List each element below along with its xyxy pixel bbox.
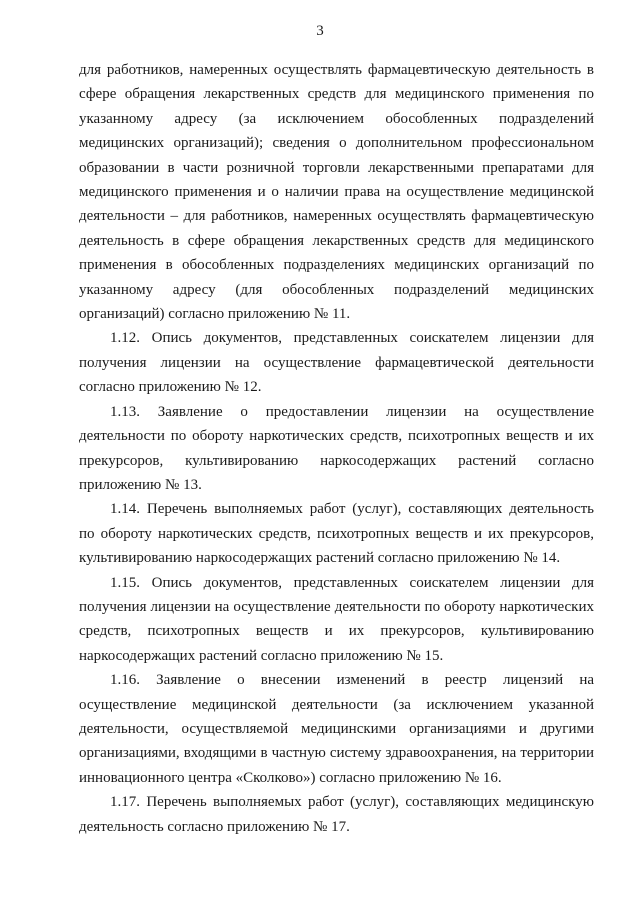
paragraph-item-1-14: 1.14. Перечень выполняемых работ (услуг), составляющих деятельность по обороту наркотических средств, психотропных веществ и их прекурсоров, культивированию наркосодержащих растений согласно приложению № 14. <box>79 501 594 567</box>
paragraph-item-1-13: 1.13. Заявление о предоставлении лицензии на осуществление деятельности по обороту наркотических средств, психотропных веществ и их прекурсоров, культивированию наркосодержащих растений согласно приложению № 13. <box>79 403 594 493</box>
document-body <box>79 58 594 839</box>
page-number: 3 <box>316 23 324 39</box>
paragraph-continuation: для работников, намеренных осуществлять фармацевтическую деятельность в сфере обращения лекарственных средств для медицинского применения по указанному адресу (за исключением обособленных подразделений медицинских организаций); сведения о дополнительном профессиональном образовании в части розничной торговли лекарственными препаратами для медицинского применения и о наличии права на осуществление медицинской деятельности – для работников, намеренных осуществлять фармацевтическую деятельность в сфере обращения лекарственных средств для медицинского применения в обособленных подразделениях медицинских организаций по указанному адресу (для обособленных подразделений медицинских организаций) согласно приложению № 11. <box>79 62 594 323</box>
paragraph-item-1-16: 1.16. Заявление о внесении изменений в реестр лицензий на осуществление медицинской деятельности (за исключением указанной деятельности, осуществляемой медицинскими организациями и другими организациями, входящими в частную систему здравоохранения, на территории инновационного центра «Сколково») согласно приложению № 16. <box>79 672 594 786</box>
paragraph-item-1-17: 1.17. Перечень выполняемых работ (услуг), составляющих медицинскую деятельность согласно приложению № 17. <box>79 794 594 835</box>
paragraph-item-1-12: 1.12. Опись документов, представленных соискателем лицензии для получения лицензии на осуществление фармацевтической деятельности согласно приложению № 12. <box>79 330 594 396</box>
paragraph-item-1-15: 1.15. Опись документов, представленных соискателем лицензии для получения лицензии на осуществление деятельности по обороту наркотических средств, психотропных веществ и их прекурсоров, культивированию наркосодержащих растений согласно приложению № 15. <box>79 574 594 664</box>
